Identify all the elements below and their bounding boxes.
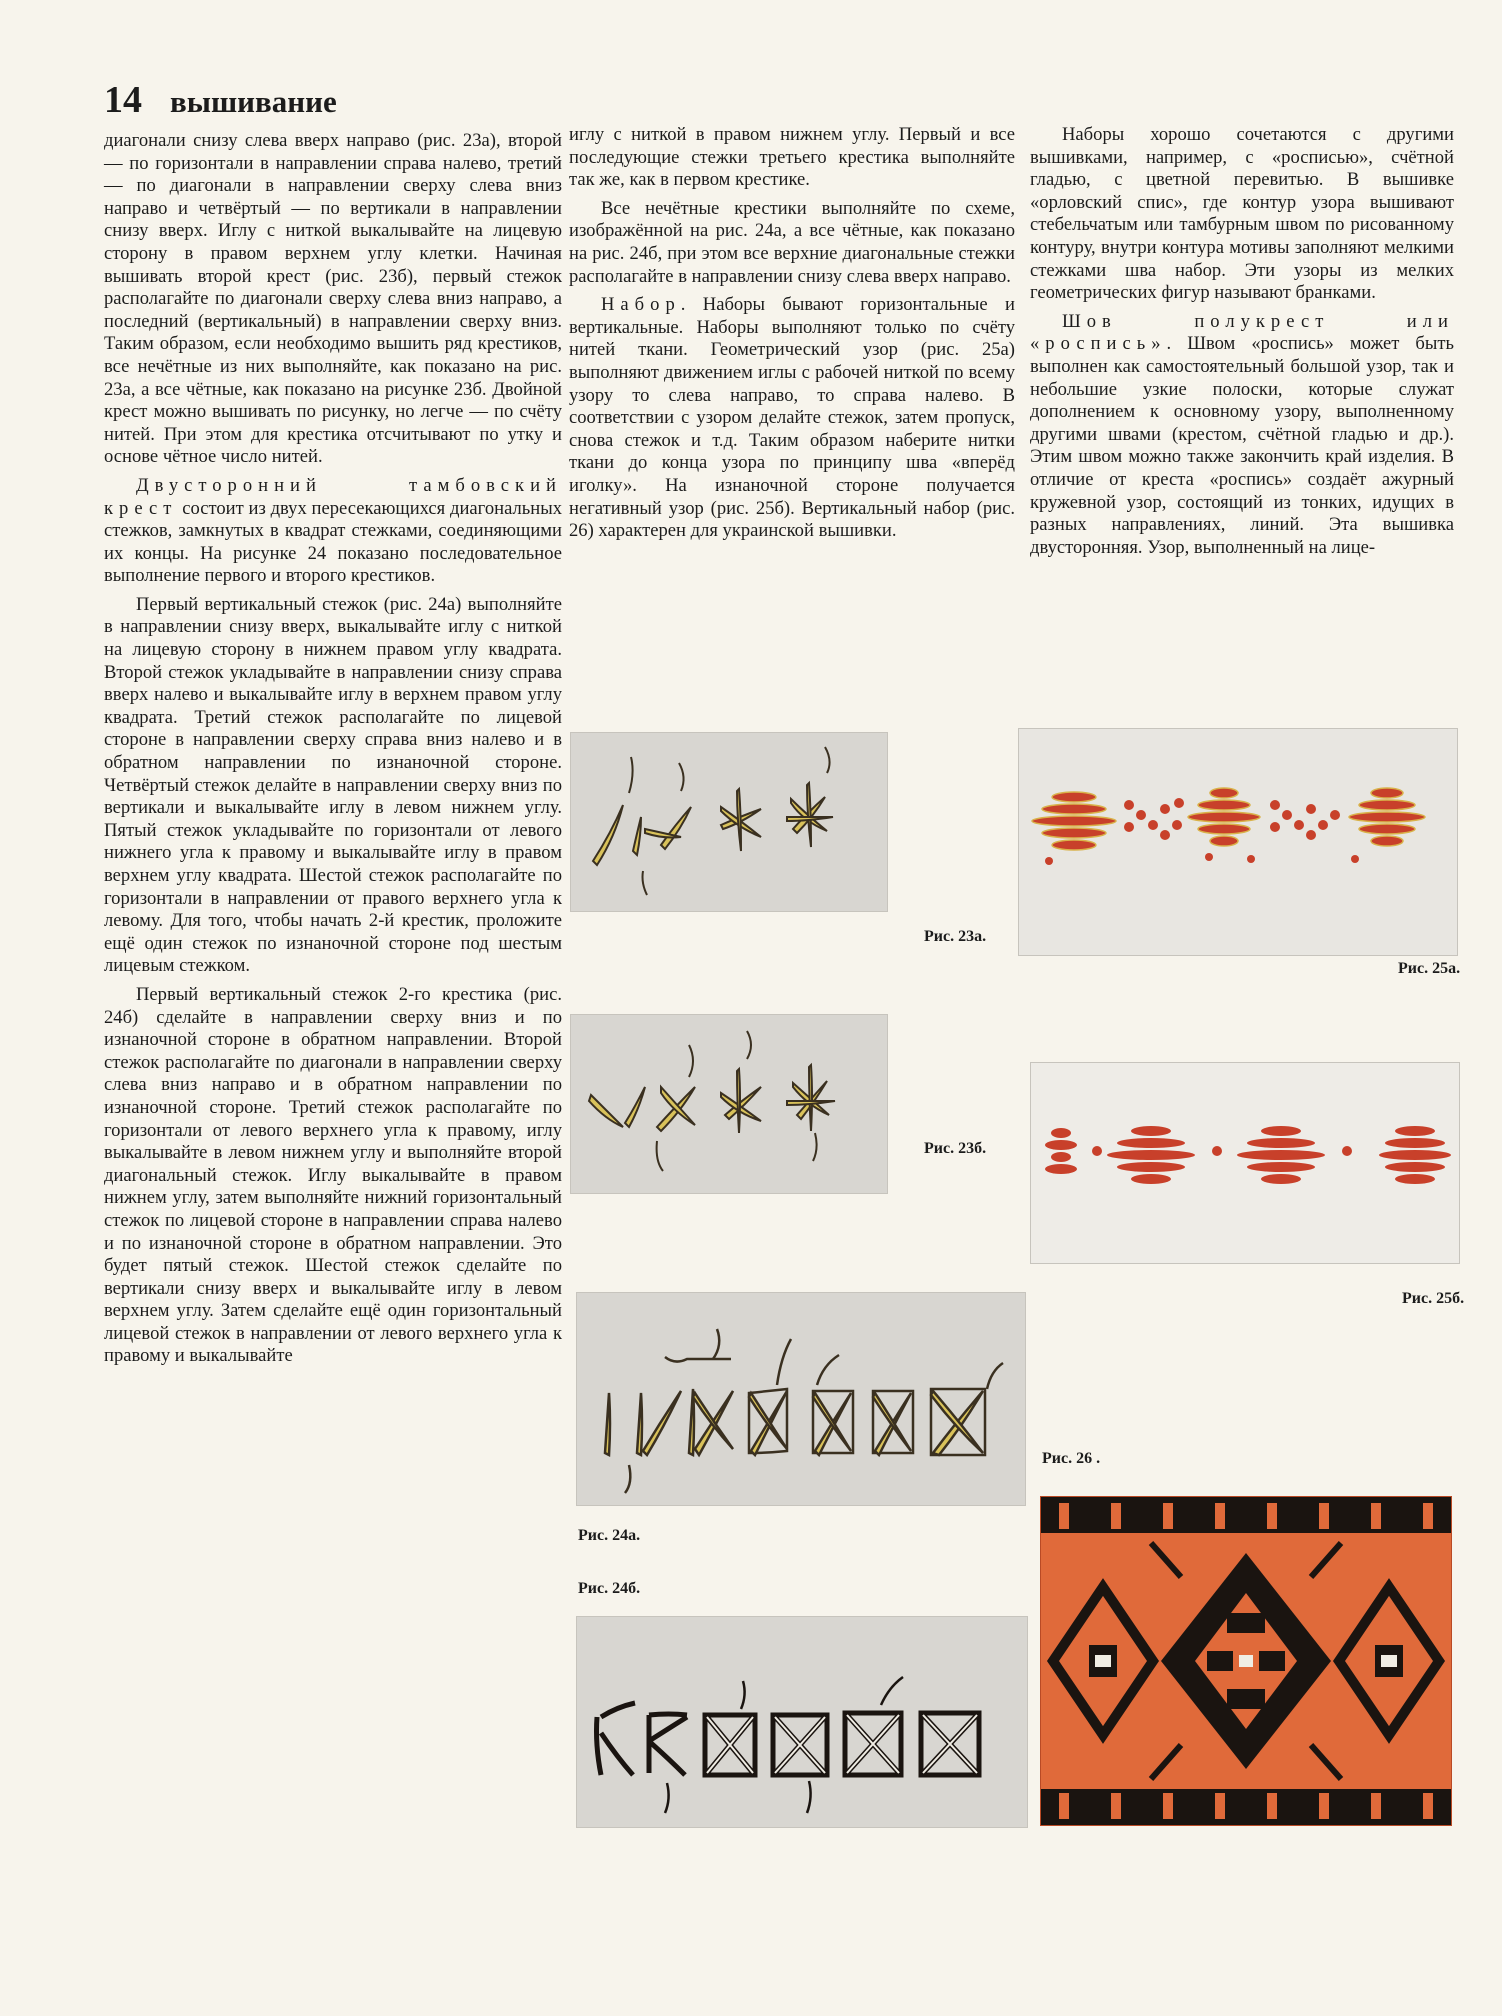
figure-23b (570, 1014, 888, 1194)
figure-23a (570, 732, 888, 912)
section-title: вышивание (170, 84, 337, 119)
red-nabor-negative-pattern-image (1031, 1063, 1459, 1263)
figure-25b (1030, 1062, 1460, 1264)
paragraph: Наборы хорошо сочетаются с другими вышивками, например, с «росписью», счётной гладью, с цветной перевитью. В вышивке «орловский спис», где контур узора вышивают стебельчатым или тамбурным швом по рисованному контуру, внутри контура мотивы заполняют мелкими стежками шва набор. Эти узоры из мелких геометрических фигур называют бранками. (1030, 124, 1454, 304)
paragraph: Набор. Наборы бывают горизонтальные и вертикальные. Наборы выполняют только по счёту нитей ткани. Геометрический узор (рис. 25а) выполняют движением иглы с рабочей ниткой по всему узору то слева направо, то справа налево. В соответствии с узором делайте стежок, затем пропуск, снова стежок и т.д. Таким образом наберите нитки ткани до конца узора по принципу шва «вперёд иголку». На изнаночной стороне получается негативный узор (рис. 25б). Вертикальный набор (рис. 26) характерен для украинской вышивки. (569, 294, 1015, 542)
paragraph: Первый вертикальный стежок (рис. 24а) выполняйте в направлении снизу вверх, выкалывайте иглу с ниткой на лицевую сторону в нижнем правом углу квадрата. Второй стежок укладывайте в направлении снизу справа вверх налево и выкалывайте иглу в верхнем правом углу квадрата. Третий стежок располагайте по лицевой стороне в направлении сверху справа вниз налево и в обратном направлении по изнаночной стороне. Четвёртый стежок делайте в направлении сверху вниз по вертикали и выкалывайте иглу в левом нижнем углу. Пятый стежок укладывайте по горизонтали от левого нижнего угла к правому и выкалывайте иглу в правом верхнем углу квадрата. Шестой стежок располагайте по горизонтали в направлении от правого верхнего угла к левому. Для того, чтобы начать 2-й крестик, проложите ещё один стежок по изнаночной стороне под шестым лицевым стежком. (104, 593, 562, 977)
term: Двусторонний тамбовский крест (104, 474, 562, 519)
paragraph: Шов полукрест или «роспись». Швом «роспись» может быть выполнен как самостоятельный большой узор, так и небольшие узкие полоски, которые служат дополнением к основному узору, выполненному другими швами (крестом, счётной гладью и др.). Этим швом можно также закончить край изделия. В отличие от креста «роспись» создаёт ажурный кружевной узор, состоящий из тонких, идущих в разных направлениях, линий. Эта вышивка двусторонняя. Узор, выполненный на лице- (1030, 310, 1454, 558)
figure-24a (576, 1292, 1026, 1506)
paragraph: Все нечётные крестики выполняйте по схеме, изображённой на рис. 24а, а все чётные, как показано на рис. 24б, при этом все верхние диагональные стежки располагайте в направлении снизу слева вверх направо. (569, 197, 1015, 287)
paragraph: Первый вертикальный стежок 2-го крестика (рис. 24б) сделайте в направлении сверху вниз и по изнаночной стороне в обратном направлении. Второй стежок располагайте по диагонали в направлении сверху слева вниз направо и в обратном направлении по изнаночной стороне. Третий стежок располагайте по горизонтали от левого верхнего угла к правому, иглу выкалывайте в левом нижнем углу и выполняйте второй диагональный стежок. Иглу выкалывайте в правом нижнем углу, затем выполняйте нижний горизонтальный стежок по лицевой стороне в направлении справа налево и по изнаночной стороне в обратном направлении. Это будет пятый стежок. Шестой стежок сделайте по вертикали снизу вверх и выкалывайте иглу в левом верхнем углу. Затем сделайте ещё один горизонтальный лицевой стежок в направлении от левого верхнего угла к правому и выкалывайте (104, 983, 562, 1367)
figure-caption: Рис. 25а. (1398, 960, 1461, 977)
page-header (104, 78, 337, 124)
paragraph: иглу с ниткой в правом нижнем углу. Первый и все последующие стежки третьего крестика выполняйте так же, как в первом крестике. (569, 124, 1015, 191)
paragraph: диагонали снизу слева вверх направо (рис. 23а), второй — по горизонтали в направлении справа налево, третий — по диагонали в направлении сверху слева вниз направо и четвёртый — по вертикали в направлении снизу вверх. Иглу с ниткой выкалывайте на лицевую сторону в правом верхнем углу клетки. Начиная вышивать второй крест (рис. 23б), первый стежок располагайте по диагонали сверху слева вниз направо, а последний (вертикальный) в направлении сверху вниз. Таким образом, если необходимо вышить ряд крестиков, все нечётные из них выполняйте, как показано на рис. 23а, а все чётные, как показано на рисунке 23б. Двойной крест можно вышивать по рисунку, но легче — по счёту нитей. При этом для крестика отсчитывают по утку и основе чётное число нитей. (104, 130, 562, 468)
term: Шов полукрест или «роспись» (1030, 310, 1454, 355)
ukrainian-vertical-nabor-image (1041, 1497, 1451, 1825)
figure-caption: Рис. 24а. (578, 1527, 641, 1544)
text-column-2 (569, 124, 1015, 549)
figure-24b (576, 1616, 1028, 1828)
figure-caption: Рис. 24б. (578, 1580, 641, 1597)
cross-stitch-steps-image (571, 1015, 887, 1193)
figure-caption: Рис. 26 . (1042, 1450, 1101, 1467)
double-cross-steps-image (577, 1293, 1025, 1505)
figure-25a (1018, 728, 1458, 956)
paragraph: Двусторонний тамбовский крест состоит из двух пересекающихся диагональных стежков, замкнутых в квадрат стежками, соединяющими их концы. На рисунке 24 показано последовательное выполнение первого и второго крестиков. (104, 474, 562, 587)
figure-caption: Рис. 23а. (924, 928, 987, 945)
term: Набор (601, 294, 681, 316)
double-cross-steps-image (577, 1617, 1027, 1827)
figure-caption: Рис. 25б. (1402, 1290, 1465, 1307)
figure-26 (1040, 1496, 1452, 1826)
red-nabor-pattern-image (1019, 729, 1457, 955)
text-column-1 (104, 130, 562, 1374)
page-number: 14 (104, 79, 142, 121)
text-column-3 (1030, 124, 1454, 565)
figure-caption: Рис. 23б. (924, 1140, 987, 1157)
cross-stitch-steps-image (571, 733, 887, 911)
